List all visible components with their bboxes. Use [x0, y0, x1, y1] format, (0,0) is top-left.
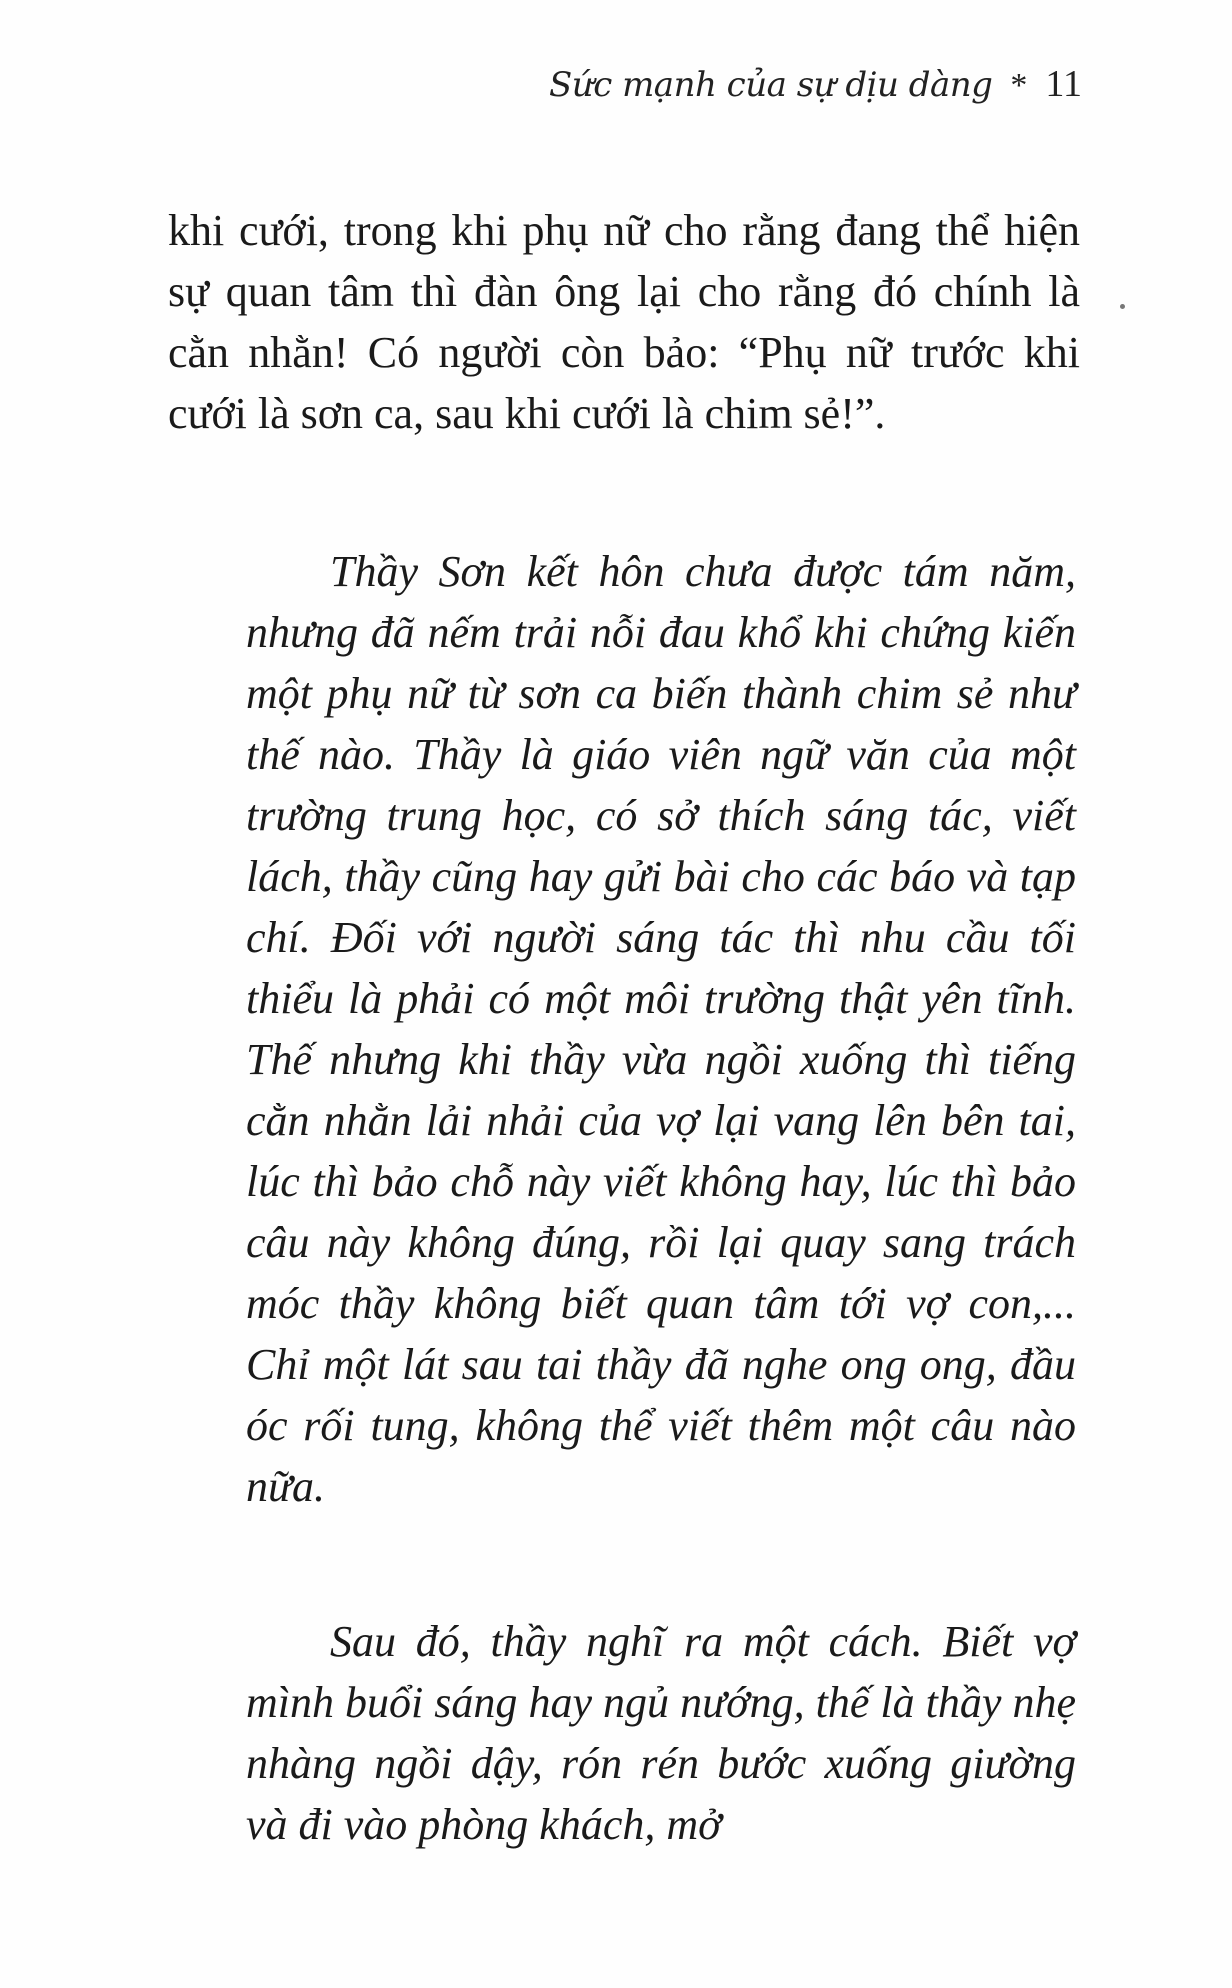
paragraph-2: Thầy Sơn kết hôn chưa được tám năm, nhưng đã nếm trải nỗi đau khổ khi chứng kiến một phụ nữ từ sơn ca biến thành chim sẻ như thế nào. Thầy là giáo viên ngữ văn của một trường trung học, có sở thích sáng tác, viết lách, thầy cũng hay gửi bài cho các báo và tạp chí. Đối với người sáng tác thì nhu cầu tối thiểu là phải có một môi trường thật yên tĩnh. Thế nhưng khi thầy vừa ngồi xuống thì tiếng cằn nhằn lải nhải của vợ lại vang lên bên tai, lúc thì bảo chỗ này viết không hay, lúc thì bảo câu này không đúng, rồi lại quay sang trách móc thầy không biết quan tâm tới vợ con,... Chỉ một lát sau tai thầy đã nghe ong ong, đầu óc rối tung, không thể viết thêm một câu nào nữa.	[246, 547, 1076, 1511]
header-separator: *	[1010, 67, 1028, 104]
paragraph-3: Sau đó, thầy nghĩ ra một cách. Biết vợ mình buổi sáng hay ngủ nướng, thế là thầy nhẹ nhàng ngồi dậy, rón rén bước xuống giường và đi vào phòng khách, mở	[246, 1617, 1076, 1849]
book-title: Sức mạnh của sự dịu dàng	[549, 65, 993, 105]
paragraph-1: khi cưới, trong khi phụ nữ cho rằng đang thể hiện sự quan tâm thì đàn ông lại cho rằng đó chính là cằn nhằn! Có người còn bảo: “Phụ nữ trước khi cưới là sơn ca, sau khi cưới là chim sẻ!”.	[168, 206, 1080, 438]
page-speck	[1120, 304, 1125, 309]
page-number: 11	[1045, 63, 1082, 105]
running-header	[549, 62, 1082, 106]
